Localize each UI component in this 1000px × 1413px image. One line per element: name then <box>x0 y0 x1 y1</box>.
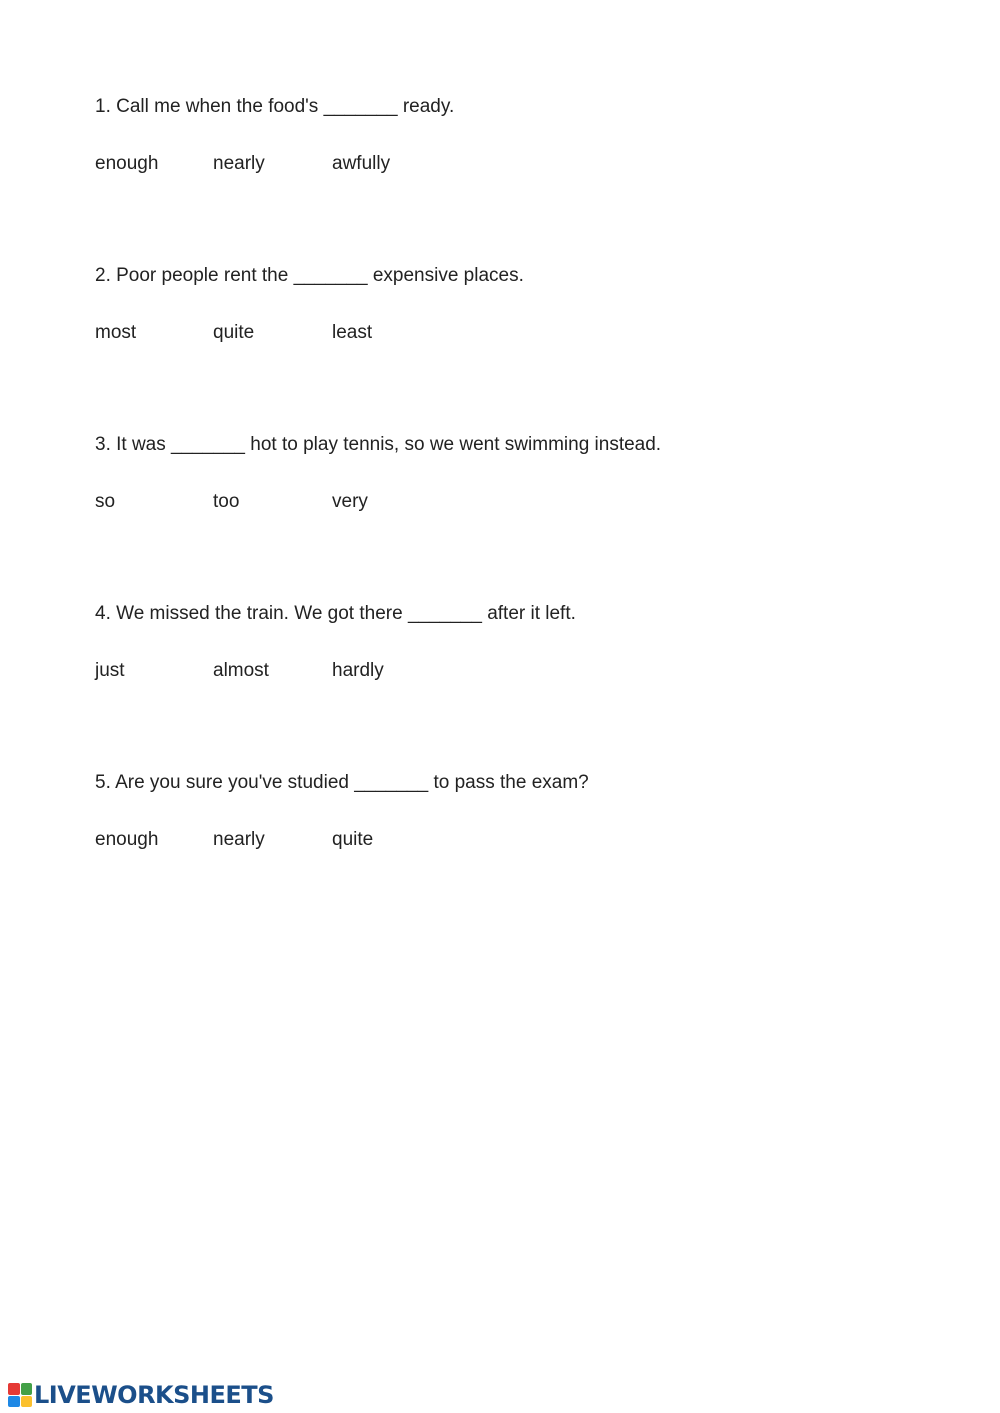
logo-square-blue <box>8 1396 20 1408</box>
option-5-c[interactable]: quite <box>332 829 374 850</box>
option-5-a[interactable]: enough <box>95 829 159 850</box>
logo-square-yellow <box>21 1396 33 1408</box>
question-text: 2. Poor people rent the _______ expensive places. <box>95 265 524 286</box>
question-text: 5. Are you sure you've studied _______ to pass the exam? <box>95 772 589 793</box>
option-3-b[interactable]: too <box>213 491 240 512</box>
option-4-c[interactable]: hardly <box>332 660 384 681</box>
option-1-c[interactable]: awfully <box>332 153 391 174</box>
option-3-a[interactable]: so <box>95 491 116 512</box>
question-text: 3. It was _______ hot to play tennis, so we went swimming instead. <box>95 434 662 455</box>
liveworksheets-logo-icon <box>8 1383 32 1407</box>
option-2-b[interactable]: quite <box>213 322 255 343</box>
question-text: 1. Call me when the food's _______ ready. <box>95 96 455 117</box>
question-text: 4. We missed the train. We got there _______ after it left. <box>95 603 576 624</box>
brand-name: LIVEWORKSHEETS <box>34 1381 274 1409</box>
option-2-a[interactable]: most <box>95 322 137 343</box>
option-5-b[interactable]: nearly <box>213 829 265 850</box>
option-4-b[interactable]: almost <box>213 660 269 681</box>
option-3-c[interactable]: very <box>332 491 368 512</box>
logo-square-red <box>8 1383 20 1395</box>
liveworksheets-brand <box>8 1381 274 1409</box>
option-1-b[interactable]: nearly <box>213 153 265 174</box>
logo-square-green <box>21 1383 33 1395</box>
option-1-a[interactable]: enough <box>95 153 159 174</box>
option-2-c[interactable]: least <box>332 322 373 343</box>
option-4-a[interactable]: just <box>95 660 125 681</box>
